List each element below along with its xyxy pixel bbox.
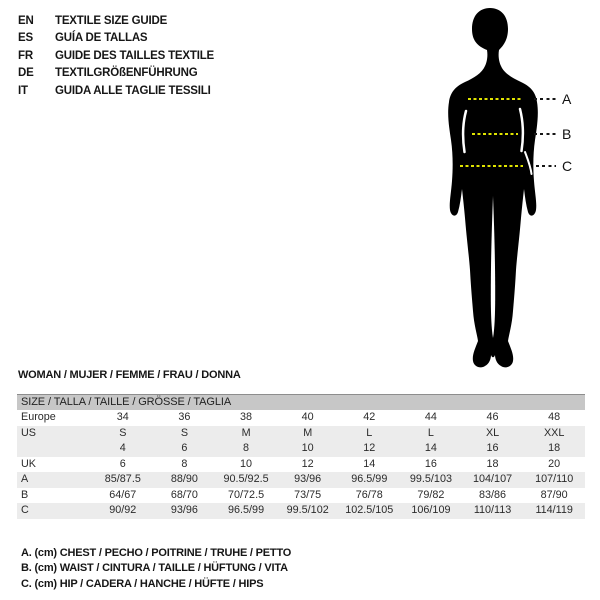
size-cell: 18 [486,457,499,470]
language-label: TEXTILE SIZE GUIDE [55,15,168,27]
marker-label-a: A [562,91,572,107]
section-title: WOMAN / MUJER / FEMME / FRAU / DONNA [18,369,241,381]
size-cell: 102.5/105 [345,504,394,516]
size-cell: 85/87.5 [104,473,141,485]
language-code: EN [18,15,34,27]
chest-measure-line [468,98,522,100]
row-label: UK [21,457,36,470]
language-list [18,13,214,100]
size-cell: S [180,426,189,439]
language-code: IT [18,84,28,97]
size-cell: 34 [116,411,129,423]
hip-measure-line [460,165,523,167]
size-cell: 83/86 [479,488,507,501]
language-row [18,48,214,65]
table-row [17,457,585,473]
size-cell: 46 [486,411,499,423]
woman-silhouette [445,0,545,372]
table-row [17,503,585,519]
size-cell: L [366,426,373,439]
size-cell: 8 [181,457,188,470]
row-label: Europe [21,411,56,423]
language-code: DE [18,67,34,80]
size-cell: 38 [240,411,253,423]
size-cell: 20 [548,457,561,470]
size-cell: 99.5/103 [409,473,452,485]
size-cell: 40 [301,411,314,423]
language-code: FR [18,49,33,62]
size-cell: 104/107 [473,473,513,485]
table-row [17,426,585,442]
size-cell: 106/109 [411,504,451,516]
size-cell: 90/92 [109,504,137,516]
legend-line: A. (cm) CHEST / PECHO / POITRINE / TRUHE / PETTO [21,547,292,559]
size-cell: 18 [548,442,561,454]
size-cell: 110/113 [473,504,512,516]
language-label: GUIDE DES TAILLES TEXTILE [55,49,214,62]
language-code: ES [18,32,33,45]
size-cell: 90.5/92.5 [223,473,269,485]
size-cell: 10 [240,457,253,470]
size-cell: 79/82 [417,488,445,501]
waist-callout-line [534,133,556,135]
table-row [17,410,585,426]
row-label: US [21,426,36,439]
size-cell: 88/90 [170,473,198,485]
marker-label-b: B [562,126,572,142]
size-cell: 73/75 [294,488,322,501]
language-label: GUIDA ALLE TAGLIE TESSILI [55,84,211,97]
size-cell: XXL [543,426,565,439]
size-table [17,394,585,519]
row-label [17,441,92,457]
size-cell: 93/96 [294,473,322,485]
size-cell: 96.5/99 [351,473,388,485]
size-cell: 6 [119,457,126,470]
language-row [18,65,214,82]
size-cell: 64/67 [109,488,137,501]
hip-callout-line [536,165,556,167]
table-row [17,488,585,504]
language-row [18,13,214,30]
size-cell: 70/72.5 [228,488,265,501]
size-cell: 76/78 [355,488,383,501]
size-cell: 96.5/99 [228,504,265,516]
row-label: A [21,473,29,485]
size-cell: XL [485,426,500,439]
size-cell: 8 [243,442,250,454]
size-cell: 12 [301,457,314,470]
legend-line: C. (cm) HIP / CADERA / HANCHE / HÜFTE / HIPS [21,577,264,590]
size-cell: 48 [548,411,561,423]
size-cell: 12 [363,442,376,454]
size-cell: 68/70 [170,488,198,501]
size-cell: 99.5/102 [286,504,329,516]
size-cell: 16 [424,457,437,470]
marker-label-c: C [562,158,573,174]
size-cell: 107/110 [535,473,574,485]
size-cell: 14 [424,442,437,454]
size-cell: 44 [424,411,437,423]
language-label: GUÍA DE TALLAS [55,32,148,45]
size-cell: 14 [363,457,376,470]
language-row [18,30,214,47]
size-cell: 4 [119,442,126,454]
size-cell: L [427,426,434,439]
table-row [17,472,585,488]
size-cell: M [303,426,313,439]
size-table-header: SIZE / TALLA / TAILLE / GRÖSSE / TAGLIA [17,394,585,410]
size-cell: 10 [301,442,314,454]
size-cell: 87/90 [540,488,568,501]
waist-measure-line [472,133,518,135]
row-label: B [21,488,29,501]
language-label: TEXTILGRÖßENFÜHRUNG [55,67,198,80]
language-row [18,83,214,100]
legend-line: B. (cm) WAIST / CINTURA / TAILLE / HÜFTUNG / VITA [21,562,288,575]
size-cell: 16 [486,442,499,454]
size-cell: S [119,426,127,439]
size-cell: 6 [181,442,188,454]
table-row [17,441,585,457]
size-cell: 42 [363,411,376,423]
measurement-legend [21,546,291,592]
size-cell: 114/119 [535,504,573,516]
size-cell: 93/96 [170,504,198,516]
row-label: C [21,504,29,516]
chest-callout-line [534,98,556,100]
size-cell: M [241,426,251,439]
size-cell: 36 [178,411,191,423]
